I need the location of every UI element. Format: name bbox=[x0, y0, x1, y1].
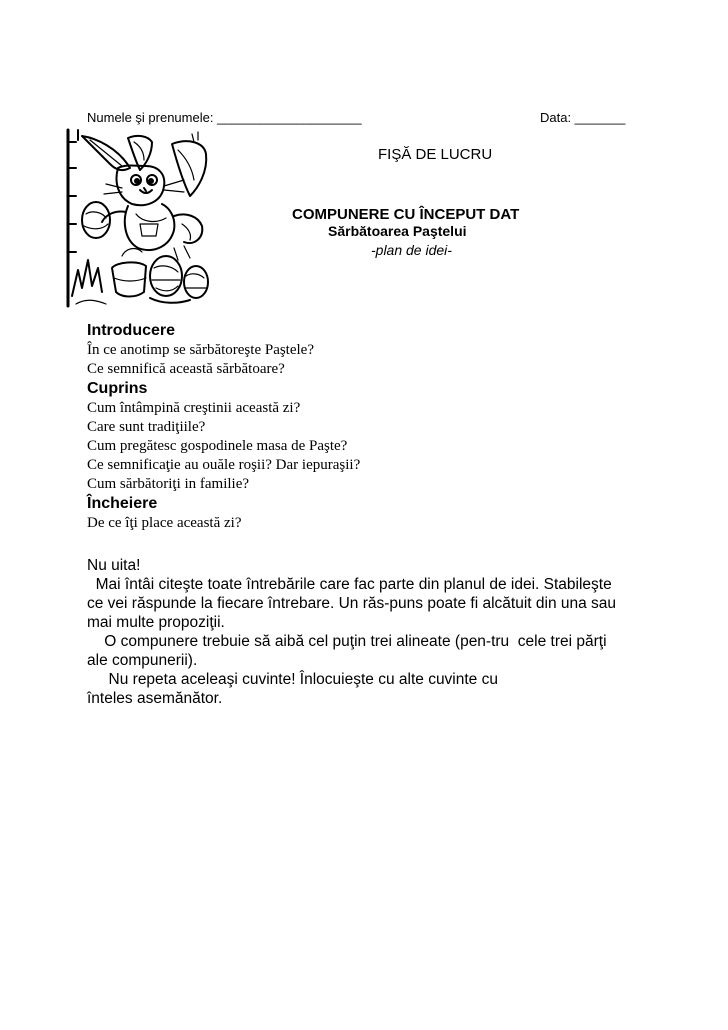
question-item: Care sunt tradiţiile? bbox=[87, 419, 206, 435]
easter-bunny-with-eggs-icon bbox=[66, 128, 214, 308]
question-item: Cum întâmpină creştinii această zi? bbox=[87, 400, 301, 416]
plan-subtitle: -plan de idei- bbox=[371, 242, 452, 258]
introducere-heading: Introducere bbox=[87, 322, 176, 339]
idea-plan bbox=[87, 321, 687, 533]
question-item: În ce anotimp se sărbătoreşte Paştele? bbox=[87, 342, 314, 358]
reminder-line: mai multe propoziţii. bbox=[87, 614, 225, 631]
reminder-line: Mai întâi citeşte toate întrebările care fac parte din planul de idei. Stabileşte bbox=[87, 576, 612, 593]
topic-heading: Sărbătoarea Paştelui bbox=[328, 223, 467, 239]
reminder-line: Nu repeta aceleaşi cuvinte! Înlocuieşte cu alte cuvinte cu bbox=[87, 671, 498, 688]
reminder-line: înteles asemănător. bbox=[87, 690, 223, 707]
date-field-label: Data: _______ bbox=[540, 110, 626, 125]
reminder-note bbox=[87, 556, 687, 708]
subject-heading: COMPUNERE CU ÎNCEPUT DAT bbox=[292, 206, 520, 223]
cuprins-heading: Cuprins bbox=[87, 380, 148, 397]
question-item: Cum pregătesc gospodinele masa de Paşte? bbox=[87, 438, 348, 454]
question-item: Ce semnificaţie au ouăle roşii? Dar iepuraşii? bbox=[87, 457, 361, 473]
reminder-title: Nu uita! bbox=[87, 557, 141, 574]
incheiere-heading: Încheiere bbox=[87, 495, 158, 512]
question-item: Ce semnifică această sărbătoare? bbox=[87, 361, 285, 377]
name-field-label: Numele şi prenumele: ____________________ bbox=[87, 110, 362, 125]
question-item: De ce îţi place această zi? bbox=[87, 515, 242, 531]
reminder-line: O compunere trebuie să aibă cel puţin trei alineate (pen-tru cele trei părţi bbox=[87, 633, 607, 650]
question-item: Cum sărbătoriţi in familie? bbox=[87, 476, 250, 492]
worksheet-title: FIŞĂ DE LUCRU bbox=[378, 146, 493, 163]
reminder-line: ce vei răspunde la fiecare întrebare. Un răs-puns poate fi alcătuit din una sau bbox=[87, 595, 617, 612]
reminder-line: ale compunerii). bbox=[87, 652, 198, 669]
